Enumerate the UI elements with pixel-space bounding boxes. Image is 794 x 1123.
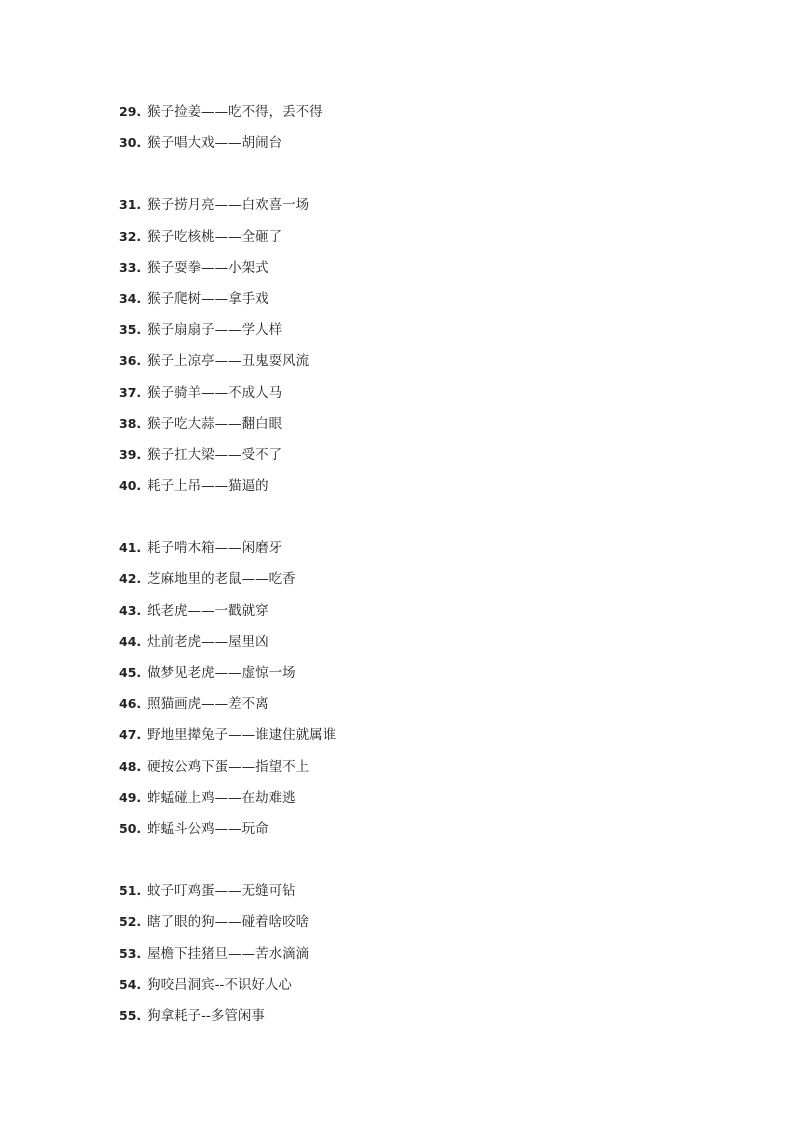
item-text: 猴子耍拳——小架式 [147, 259, 269, 276]
list-item [119, 663, 719, 694]
list-item [119, 881, 719, 912]
item-number: 43. [119, 602, 142, 618]
item-text: 做梦见老虎——虚惊一场 [147, 665, 296, 681]
list-item [119, 819, 719, 850]
list-item [119, 289, 719, 320]
list-item [119, 694, 719, 725]
list-item [119, 975, 719, 1006]
item-number: 31. [119, 197, 142, 213]
list-item [119, 1006, 719, 1037]
list-item [119, 725, 719, 756]
list-item [119, 383, 719, 414]
item-number: 32. [119, 228, 142, 244]
item-number: 44. [119, 633, 142, 649]
item-text: 耗子啃木箱——闲磨牙 [147, 540, 283, 557]
item-number: 30. [119, 135, 142, 151]
list-item [119, 227, 719, 258]
item-text: 芝麻地里的老鼠——吃香 [147, 571, 296, 588]
item-text: 蚱蜢碰上鸡——在劫难逃 [147, 789, 296, 806]
item-number: 34. [119, 290, 142, 306]
item-text: 狗咬吕洞宾--不识好人心 [147, 976, 292, 993]
item-number: 37. [119, 384, 142, 400]
item-text: 猴子爬树——拿手戏 [147, 290, 269, 307]
list-item [119, 632, 719, 663]
item-number: 46. [119, 696, 142, 712]
list-item [119, 351, 719, 382]
list-item [119, 757, 719, 788]
list-item [119, 102, 719, 133]
idiom-list [119, 102, 719, 1037]
list-item [119, 569, 719, 600]
item-text: 蚊子叮鸡蛋——无缝可钻 [147, 883, 296, 900]
list-item [119, 538, 719, 569]
item-number: 41. [119, 540, 142, 556]
item-number: 48. [119, 758, 142, 774]
list-item [119, 414, 719, 445]
item-number: 53. [119, 945, 142, 961]
item-text: 照猫画虎——差不离 [147, 696, 269, 713]
list-item [119, 912, 719, 943]
list-item [119, 788, 719, 819]
item-number: 33. [119, 259, 142, 275]
item-number: 39. [119, 446, 142, 462]
item-text: 灶前老虎——屋里凶 [147, 633, 269, 650]
item-number: 47. [119, 727, 142, 743]
item-text: 狗拿耗子--多管闲事 [147, 1007, 265, 1024]
item-text: 猴子吃核桃——全砸了 [147, 228, 283, 245]
item-number: 40. [119, 478, 142, 494]
item-number: 51. [119, 883, 142, 899]
list-item [119, 195, 719, 226]
item-text: 猴子骑羊——不成人马 [147, 384, 283, 401]
item-number: 29. [119, 104, 142, 119]
list-item [119, 601, 719, 632]
item-text: 猴子捡姜——吃不得，丢不得 [147, 104, 323, 120]
item-text: 硬按公鸡下蛋——指望不上 [147, 758, 310, 775]
item-text: 屋檐下挂猪旦——苦水滴滴 [147, 945, 310, 962]
item-text: 耗子上吊——猫逼的 [147, 478, 269, 495]
item-number: 50. [119, 820, 142, 836]
item-number: 38. [119, 415, 142, 431]
item-number: 55. [119, 1007, 142, 1023]
item-number: 36. [119, 353, 142, 369]
item-number: 54. [119, 976, 142, 992]
item-text: 猴子唱大戏——胡闹台 [147, 135, 283, 152]
item-text: 猴子吃大蒜——翻白眼 [147, 415, 283, 432]
item-number: 52. [119, 914, 142, 930]
list-item [119, 320, 719, 351]
list-item [119, 133, 719, 164]
list-item [119, 476, 719, 507]
item-text: 猴子上凉亭——丑鬼耍风流 [147, 353, 310, 370]
item-number: 45. [119, 665, 142, 680]
item-number: 35. [119, 322, 142, 338]
item-text: 猴子扇扇子——学人样 [147, 322, 283, 339]
list-item [119, 258, 719, 289]
item-text: 纸老虎——一戳就穿 [147, 602, 269, 619]
item-text: 蚱蜢斗公鸡——玩命 [147, 820, 269, 837]
item-text: 瞎了眼的狗——碰着啥咬啥 [147, 914, 310, 931]
item-text: 猴子扛大梁——受不了 [147, 446, 283, 463]
item-number: 42. [119, 571, 142, 587]
item-text: 野地里撵兔子——谁逮住就属谁 [147, 727, 337, 744]
item-text: 猴子捞月亮——白欢喜一场 [147, 197, 310, 214]
list-item [119, 445, 719, 476]
list-item [119, 944, 719, 975]
item-number: 49. [119, 789, 142, 805]
